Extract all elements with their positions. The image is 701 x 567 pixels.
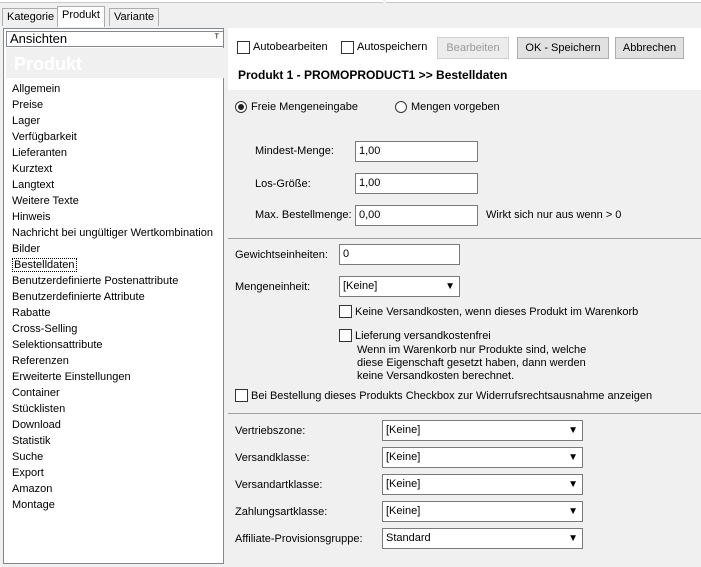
affiliate-select[interactable]: [382, 528, 583, 549]
abbrechen-button[interactable]: Abbrechen: [615, 37, 684, 59]
keine-versandkosten-checkbox[interactable]: [339, 305, 352, 318]
versandartklasse-select[interactable]: [382, 474, 583, 495]
sidebar-item-montage[interactable]: Montage: [12, 499, 55, 511]
tab-variante[interactable]: Variante: [109, 8, 159, 26]
top-strip: [0, 0, 701, 8]
keine-versandkosten-label: Keine Versandkosten, wenn dieses Produkt im Warenkorb: [355, 306, 639, 318]
sidebar-item-cross-selling[interactable]: Cross-Selling: [12, 323, 78, 335]
sidebar-item-download[interactable]: Download: [12, 419, 61, 431]
sidebar-nav-list: [6, 81, 223, 513]
max-bestellmenge-label: Max. Bestellmenge:: [255, 209, 352, 221]
sidebar-item-preise[interactable]: Preise: [12, 99, 44, 111]
lieferung-desc-line1: Wenn im Warenkorb nur Produkte sind, welche: [357, 344, 587, 356]
vertriebszone-label: Vertriebszone:: [235, 425, 306, 437]
bearbeiten-button[interactable]: Bearbeiten: [437, 37, 509, 59]
toolbar: [228, 28, 701, 90]
mengeneinheit-select[interactable]: [339, 276, 460, 297]
zahlungsartklasse-value: [Keine]: [386, 505, 421, 517]
top-strip-left: [0, 0, 383, 3]
lieferung-versandkostenfrei-checkbox[interactable]: [339, 329, 352, 342]
ok-speichern-button[interactable]: OK - Speichern: [517, 37, 609, 59]
autobearbeiten-label: Autobearbeiten: [253, 41, 328, 53]
sidebar-item-allgemein[interactable]: Allgemein: [12, 83, 61, 95]
sidebar-item-weitere-texte[interactable]: Weitere Texte: [12, 195, 79, 207]
los-groesse-input[interactable]: 1,00: [355, 173, 478, 194]
vertriebszone-value: [Keine]: [386, 424, 421, 436]
chevron-down-icon: ▼: [568, 479, 578, 490]
tab-kategorie[interactable]: Kategorie: [2, 8, 59, 26]
chevron-down-icon: ▼: [568, 452, 578, 463]
freie-mengeneingabe-radio[interactable]: [235, 101, 247, 113]
gewichtseinheiten-input[interactable]: 0: [339, 244, 460, 265]
mengen-vorgeben-label: Mengen vorgeben: [411, 101, 500, 113]
autospeichern-checkbox[interactable]: [341, 41, 354, 54]
chevron-down-icon: ▼: [568, 425, 578, 436]
lieferung-versandkostenfrei-label: Lieferung versandkostenfrei: [355, 330, 491, 342]
sidebar-item-langtext[interactable]: Langtext: [12, 179, 55, 191]
chevron-down-icon: ▼: [568, 533, 578, 544]
main-panel: [228, 28, 701, 567]
versandklasse-label: Versandklasse:: [235, 452, 310, 464]
divider-1: [228, 238, 701, 239]
zahlungsartklasse-label: Zahlungsartklasse:: [235, 506, 328, 518]
sidebar-item-postenattribute[interactable]: Benutzerdefinierte Postenattribute: [12, 275, 179, 287]
sidebar-item-erweiterte[interactable]: Erweiterte Einstellungen: [12, 371, 131, 383]
sidebar: [3, 28, 224, 564]
chevron-down-icon: ▼: [445, 281, 455, 292]
sidebar-item-referenzen[interactable]: Referenzen: [12, 355, 69, 367]
mindest-menge-label: Mindest-Menge:: [255, 145, 334, 157]
mindest-menge-input[interactable]: 1,00: [355, 141, 478, 162]
sidebar-item-rabatte[interactable]: Rabatte: [12, 307, 51, 319]
chevron-down-icon: ▼: [568, 506, 578, 517]
sidebar-item-container[interactable]: Container: [12, 387, 60, 399]
sidebar-header: [6, 31, 224, 47]
lieferung-desc-line3: keine Versandkosten berechnet.: [357, 370, 515, 382]
lieferung-desc-line2: diese Eigenschaft gesetzt haben, dann werden: [357, 357, 586, 369]
versandklasse-select[interactable]: [382, 447, 583, 468]
mengeneinheit-label: Mengeneinheit:: [235, 281, 311, 293]
widerruf-checkbox[interactable]: [235, 389, 248, 402]
sidebar-header-label: Ansichten: [10, 31, 68, 46]
sidebar-item-amazon[interactable]: Amazon: [12, 483, 53, 495]
widerruf-label: Bei Bestellung dieses Produkts Checkbox zur Widerrufsrechtsausnahme anzeigen: [251, 390, 653, 402]
sidebar-item-nachricht[interactable]: Nachricht bei ungültiger Wertkombination: [12, 227, 213, 239]
top-strip-right: [386, 0, 701, 3]
sidebar-item-attribute[interactable]: Benutzerdefinierte Attribute: [12, 291, 145, 303]
sidebar-item-export[interactable]: Export: [12, 467, 44, 479]
sidebar-item-kurztext[interactable]: Kurztext: [12, 163, 53, 175]
versandartklasse-value: [Keine]: [386, 478, 421, 490]
max-bestellmenge-input[interactable]: 0,00: [355, 205, 478, 226]
autospeichern-label: Autospeichern: [357, 41, 428, 53]
sidebar-item-bilder[interactable]: Bilder: [12, 243, 41, 255]
max-bestellmenge-hint: Wirkt sich nur aus wenn > 0: [486, 209, 622, 221]
divider-2: [228, 413, 701, 414]
sidebar-item-stuecklisten[interactable]: Stücklisten: [12, 403, 66, 415]
mengen-vorgeben-radio[interactable]: [395, 101, 407, 113]
sidebar-item-hinweis[interactable]: Hinweis: [12, 211, 51, 223]
mengeneinheit-value: [Keine]: [343, 280, 378, 292]
sidebar-item-lieferanten[interactable]: Lieferanten: [12, 147, 68, 159]
sidebar-section-title: Produkt: [6, 48, 224, 78]
sidebar-item-verfuegbarkeit[interactable]: Verfügbarkeit: [12, 131, 77, 143]
autobearbeiten-checkbox[interactable]: [237, 41, 250, 54]
page-title: Produkt 1 - PROMOPRODUCT1 >> Bestelldaten: [238, 68, 508, 82]
los-groesse-label: Los-Größe:: [255, 178, 311, 190]
affiliate-value: Standard: [386, 532, 431, 544]
pin-icon[interactable]: ᵀ: [214, 33, 219, 44]
vertriebszone-select[interactable]: [382, 420, 583, 441]
sidebar-item-selektionsattribute[interactable]: Selektionsattribute: [12, 339, 103, 351]
gewichtseinheiten-label: Gewichtseinheiten:: [235, 249, 328, 261]
sidebar-item-suche[interactable]: Suche: [12, 451, 44, 463]
sidebar-item-lager[interactable]: Lager: [12, 115, 41, 127]
freie-mengeneingabe-label: Freie Mengeneingabe: [251, 101, 359, 113]
affiliate-label: Affiliate-Provisionsgruppe:: [235, 533, 363, 545]
sidebar-item-bestelldaten[interactable]: Bestelldaten: [14, 259, 75, 271]
versandartklasse-label: Versandartklasse:: [235, 479, 323, 491]
sidebar-item-statistik[interactable]: Statistik: [12, 435, 51, 447]
tab-produkt[interactable]: Produkt: [57, 6, 105, 27]
zahlungsartklasse-select[interactable]: [382, 501, 583, 522]
versandklasse-value: [Keine]: [386, 451, 421, 463]
